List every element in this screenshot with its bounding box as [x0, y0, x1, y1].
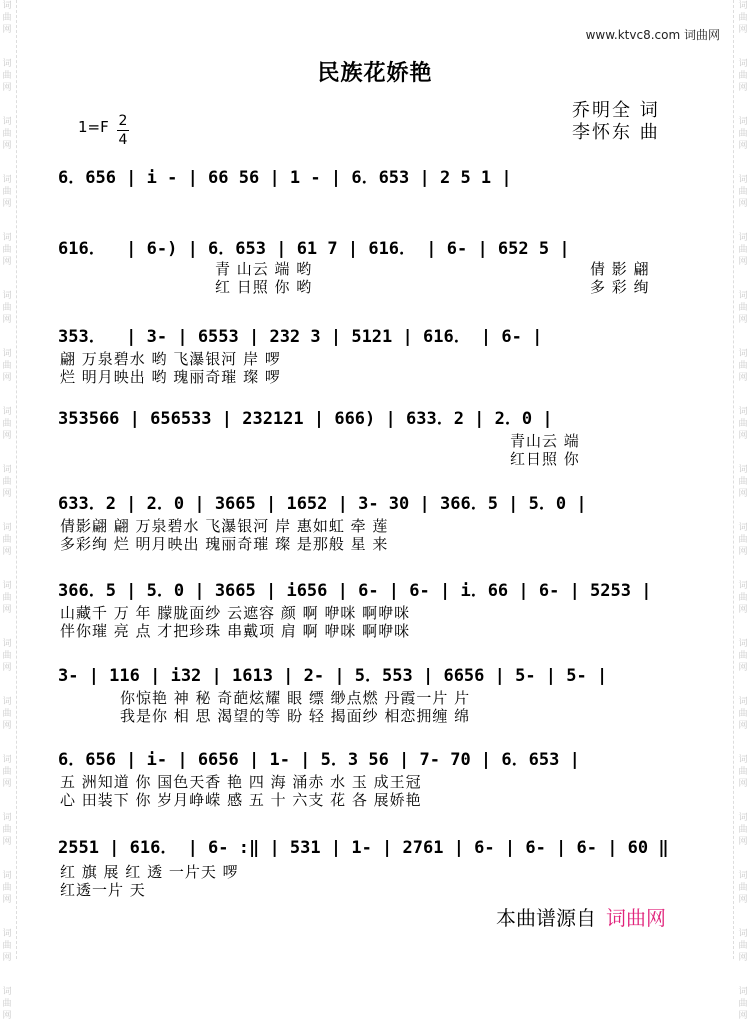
key-signature: 1=F: [78, 118, 109, 136]
lyric-row-8-line-2: 心 田装下 你 岁月峥嵘 感 五 十 六支 花 各 展娇艳: [60, 791, 422, 809]
source-footer: [496, 902, 666, 931]
lyric-row-2-extra-1: 倩 影 翩: [590, 260, 650, 278]
lyric-row-4-line-2: 红日照 你: [510, 450, 580, 468]
composer-credit: 李怀东 曲: [572, 122, 660, 143]
notation-row-1: 6．656 | i - | 66 56 | 1 - | 6．653 | 2 5 1 |: [58, 168, 512, 188]
meter-top: 2: [118, 113, 128, 129]
notation-row-6: 366．5 | 5．0 | 3665 | i656 | 6- | 6- | i．66 | 6- | 5253 |: [58, 581, 652, 601]
lyric-row-2-line-2: 红 日照 你 哟: [215, 278, 313, 296]
lyric-row-4-line-1: 青山云 端: [510, 432, 580, 450]
time-signature: [117, 113, 129, 148]
lyric-row-8-line-1: 五 洲知道 你 国色天香 艳 四 海 涌赤 水 玉 成王冠: [60, 773, 422, 791]
lyric-row-3-line-2: 烂 明月映出 哟 瑰丽奇璀 璨 啰: [60, 368, 281, 386]
meter-bottom: 4: [118, 132, 128, 148]
lyric-row-9-line-1: 红 旗 展 红 透 一片天 啰: [60, 863, 239, 881]
watermark-url: www.ktvc8.com: [585, 28, 681, 42]
top-watermark: [586, 26, 720, 43]
left-frame-line: [16, 0, 17, 959]
lyric-row-3-line-1: 翩 万泉碧水 哟 飞瀑银河 岸 啰: [60, 350, 281, 368]
right-watermark-strip: 词曲网 词曲网 词曲网 词曲网 词曲网 词曲网 词曲网 词曲网 词曲网 词曲网 词曲网 词曲网 词曲网 词曲网 词曲网 词曲网 词曲网 词曲网: [738, 1, 748, 1021]
right-frame-line: [733, 0, 734, 959]
watermark-site: 词曲网: [683, 28, 720, 42]
left-watermark-strip: 词曲网 词曲网 词曲网 词曲网 词曲网 词曲网 词曲网 词曲网 词曲网 词曲网 词曲网 词曲网 词曲网 词曲网 词曲网 词曲网 词曲网 词曲网: [2, 1, 12, 1021]
notation-row-5: 633．2 | 2．0 | 3665 | 1652 | 3- 30 | 366．5 | 5．0 |: [58, 494, 587, 514]
lyric-row-5-line-1: 倩影翩 翩 万泉碧水 飞瀑银河 岸 惠如虹 牵 莲: [60, 517, 389, 535]
meter-bar: [117, 130, 129, 131]
source-label: 本曲谱源自: [496, 906, 596, 930]
lyricist-credit: 乔明全 词: [572, 100, 660, 121]
lyric-row-6-line-1: 山藏千 万 年 朦胧面纱 云遮容 颜 啊 咿咪 啊咿咪: [60, 604, 411, 622]
lyric-row-5-line-2: 多彩绚 烂 明月映出 瑰丽奇璀 璨 是那般 星 来: [60, 535, 389, 553]
lyric-row-7-line-1: 你惊艳 神 秘 奇葩炫耀 眼 缥 缈点燃 丹霞一片 片: [120, 689, 471, 707]
notation-row-3: 353． | 3- | 6553 | 232 3 | 5121 | 616． | 6- |: [58, 327, 543, 347]
lyric-row-6-line-2: 伴你璀 亮 点 才把珍珠 串戴项 肩 啊 咿咪 啊咿咪: [60, 622, 411, 640]
notation-row-9: 2551 | 616． | 6- :‖ | 531 | 1- | 2761 | 6- | 6- | 6- | 60 ‖: [58, 838, 669, 858]
lyric-row-2-line-1: 青 山云 端 哟: [215, 260, 313, 278]
lyric-row-9-line-2: 红透一片 天: [60, 881, 146, 899]
notation-row-7: 3- | 116 | i32 | 1613 | 2- | 5．553 | 6656 | 5- | 5- |: [58, 666, 608, 686]
lyric-row-7-line-2: 我是你 相 思 渴望的等 盼 轻 揭面纱 相恋拥缠 绵: [120, 707, 471, 725]
source-brand-link[interactable]: 词曲网: [606, 906, 666, 930]
notation-row-4: 353566 | 656533 | 232121 | 666) | 633．2 | 2．0 |: [58, 409, 553, 429]
notation-row-2: 616． | 6-) | 6．653 | 61 7 | 616． | 6- | 652 5 |: [58, 239, 570, 259]
lyric-row-2-extra-2: 多 彩 绚: [590, 278, 650, 296]
notation-row-8: 6．656 | i- | 6656 | 1- | 5．3 56 | 7- 70 | 6．653 |: [58, 750, 580, 770]
song-title: 民族花娇艳: [317, 61, 433, 86]
